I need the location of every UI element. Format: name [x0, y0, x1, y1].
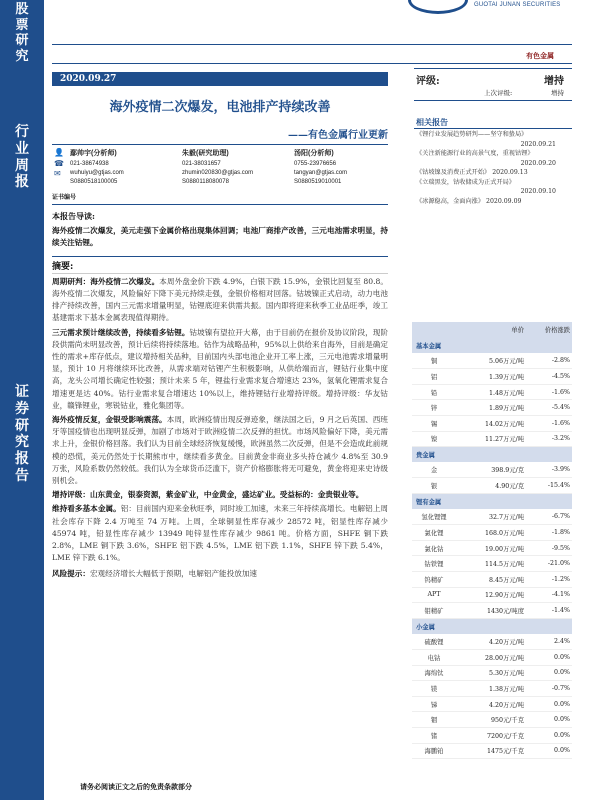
price-cell: 1.89万元/吨: [456, 400, 526, 416]
price-cell: 5.30万元/吨: [456, 665, 526, 681]
previous-rating-label: 上次评级:: [484, 89, 513, 97]
related-reports-head: 相关报告: [416, 117, 448, 127]
table-group-label: 贵金属: [412, 447, 572, 463]
metal-name-cell: 钨精矿: [412, 572, 456, 588]
risk-text: 宏观经济增长大幅低于预期，电解铝产能投放加速: [89, 569, 258, 579]
metal-name-cell: 镍: [412, 431, 456, 447]
rail-label-bottom: 证 券 研 究 报 告: [15, 384, 29, 484]
table-row: [412, 587, 572, 603]
change-cell: -3.2%: [526, 431, 572, 447]
related-report[interactable]: [416, 178, 574, 197]
related-report[interactable]: [416, 197, 574, 207]
analyst-card: [52, 148, 162, 188]
rating-divider: [414, 100, 572, 101]
related-report-date: 2020.09.21: [520, 140, 556, 148]
analyst-card: [276, 148, 386, 188]
previous-rating-value: 增持: [551, 89, 564, 97]
metal-name-cell: APT: [412, 587, 456, 603]
table-row: [412, 431, 572, 447]
date-bar: [52, 72, 388, 86]
analyst-phone: 021-38031657: [182, 161, 221, 167]
rail-label-middle: 行 业 周 报: [15, 124, 29, 191]
change-cell: -5.4%: [526, 400, 572, 416]
paragraph-text: 本周，欧洲疫情出现反弹迹象，继法国之后，9 月之后英国、西班牙等国疫情也出现明显反弹，加剧了市场对于欧洲疫情二次反弹的担忧。市场风险偏好下降，美元需求上升，金银价格回落。我们认为目前全球经济恢复缓慢，欧洲虽然二次反弹，但是不会造成此前规模的恐慌，美元仍然处于长期熊市中，继续看多黄金。目前黄金非商业多头持仓减少 4.8%至 30.9 万张，风险系数仍然较低。我们认为全球货币泛滥下，资产价格膨胀将无可避免，黄金将迎来史诗级别机会。: [52, 415, 388, 486]
related-report[interactable]: [416, 168, 574, 178]
price-cell: 1.39万元/吨: [456, 369, 526, 385]
analyst-cert: S0880518100005: [70, 179, 118, 185]
change-cell: -21.0%: [526, 556, 572, 572]
table-header-row: [412, 322, 572, 338]
guide-text: 海外疫情二次爆发，美元走强下金属价格出现集体回调；电池厂商排产改善，三元电池需求明显，持续关注钴锂。: [52, 226, 388, 248]
paragraph-text: 山东黄金，银泰资源，紫金矿业，中金黄金，盛达矿业。受益标的：金贵银业等。: [89, 490, 364, 500]
paragraph-lead: 三元需求预计继续改善，持续看多钴锂。: [52, 327, 190, 337]
change-cell: -6.7%: [526, 509, 572, 525]
change-cell: -1.8%: [526, 525, 572, 541]
paragraph-lead: 增持评级：: [52, 490, 90, 500]
table-group-label: 锂有金属: [412, 494, 572, 510]
table-header-cell: [412, 322, 456, 338]
header-divider-2: [52, 63, 572, 64]
metal-name-cell: 锌: [412, 400, 456, 416]
price-cell: 168.0万元/吨: [456, 525, 526, 541]
table-group-label: 基本金属: [412, 338, 572, 354]
related-report[interactable]: [416, 130, 574, 149]
metal-name-cell: 镁: [412, 681, 456, 697]
table-row: [412, 572, 572, 588]
paragraph-text: 本周外盘金价下跌 4.9%，白银下跌 15.9%，金银比回复至 80.8。海外疫情二次爆发，风险偏好下降下美元持续走强，金银价格相对回落。钴坡镍正式启动，动力电池排产持续改善，国内三元需求增量明显，钴锂底迎来供需共振。国内即将迎来秋季工业品旺季，竣工基建需求下基本金属表现值得期待。: [52, 276, 388, 323]
table-row: [412, 712, 572, 728]
rail-label-top: 股 票 研 究: [15, 2, 29, 64]
metal-price-table: [412, 322, 572, 759]
change-cell: 0.0%: [526, 712, 572, 728]
price-cell: 14.02万元/吨: [456, 416, 526, 432]
table-row: [412, 462, 572, 478]
analyst-name: 朱毅(研究助理): [182, 150, 229, 157]
metal-name-cell: 铝: [412, 369, 456, 385]
price-cell: 1.48万元/吨: [456, 384, 526, 400]
report-title: 海外疫情二次爆发，电池排产持续改善: [109, 100, 331, 115]
change-cell: 0.0%: [526, 665, 572, 681]
paragraph: [52, 327, 388, 412]
metal-name-cell: 电钴: [412, 649, 456, 665]
related-report-date: 2020.09.10: [520, 188, 556, 195]
analyst-name: 汤阳(分析师): [294, 150, 334, 157]
analyst-phone: 0755-23976656: [294, 161, 337, 167]
table-row: [412, 743, 572, 759]
analyst-email[interactable]: zhumin020830@gtjas.com: [182, 170, 254, 176]
paragraph-text: 钴坡镍有望拉开大幕，由于目前仍在报价及协议阶段，现阶段供需尚未明显改善，预计后续将持续落地。钴作为战略品种，95%以上供给来自海外，目前是确定性的需求+库存低点，建议增持相关品种，目前国内头部电池企业开工率上涨，三元电池需求增量明显，预计 10 月将继续环比改善，从需求端对钴锂产生积极影响，从供给端而言，锂钴行业集中度高，龙头公司增长确定性较强；预计未来 5 年，锂盐行业需求复合增速达 23%，氢氧化锂需求复合增速更是达 40%。钴行业需求复合增速达 10%以上，维持锂钴行业增持评级。增持评级：华友钴业，赣锋锂业，寒锐钴业，雅化集团等。: [52, 327, 389, 410]
change-cell: -1.6%: [526, 416, 572, 432]
change-cell: -4.5%: [526, 369, 572, 385]
rating-divider: [414, 68, 572, 69]
person-icon: 👤: [54, 148, 64, 157]
related-report-title[interactable]: 《冰源稳高，金面向涨》: [416, 197, 485, 205]
change-cell: 0.0%: [526, 649, 572, 665]
guide-box: [52, 210, 388, 257]
change-cell: -0.7%: [526, 681, 572, 697]
paragraph-lead: 海外疫情反复，金银受影响震荡。: [52, 415, 167, 425]
analyst-divider: [52, 204, 388, 205]
table-row: [412, 509, 572, 525]
related-report-date: 2020.09.13: [492, 169, 528, 176]
price-cell: 1.38万元/吨: [456, 681, 526, 697]
price-cell: 11.27万元/吨: [456, 431, 526, 447]
price-cell: 12.90万元/吨: [456, 587, 526, 603]
change-cell: 0.0%: [526, 727, 572, 743]
change-cell: -2.8%: [526, 353, 572, 369]
metal-name-cell: 海绵钛: [412, 665, 456, 681]
metal-name-cell: 硫酸锂: [412, 634, 456, 650]
analyst-name: 鄢帅宇(分析师): [70, 150, 117, 157]
analyst-block: [52, 148, 388, 204]
related-report-title[interactable]: 《锂行业发展趋势研判——坚守和蛰局》: [416, 131, 528, 138]
change-cell: 0.0%: [526, 743, 572, 759]
table-row: [412, 525, 572, 541]
metal-name-cell: 钼精矿: [412, 603, 456, 619]
industry-tag: 有色金属: [526, 51, 554, 60]
price-cell: 4.20万元/吨: [456, 634, 526, 650]
guide-head: 本报告导读:: [52, 211, 95, 221]
price-cell: 1430元/吨度: [456, 603, 526, 619]
change-cell: 2.4%: [526, 634, 572, 650]
metal-name-cell: 铅: [412, 384, 456, 400]
metal-name-cell: 氢化锂锂: [412, 509, 456, 525]
price-cell: 114.5万元/吨: [456, 556, 526, 572]
table-header-cell: 价格涨跌: [526, 322, 572, 338]
change-cell: -3.9%: [526, 462, 572, 478]
phone-icon: ☎: [54, 159, 64, 168]
metal-name-cell: 银: [412, 478, 456, 494]
table-row: [412, 540, 572, 556]
logo-text: GUOTAI JUNAN SECURITIES: [474, 2, 561, 8]
paragraph: [52, 489, 388, 501]
report-subtitle: ——有色金属行业更新: [288, 130, 388, 141]
mail-icon: ✉: [54, 169, 61, 178]
change-cell: -1.6%: [526, 384, 572, 400]
metal-name-cell: 金: [412, 462, 456, 478]
table-row: [412, 696, 572, 712]
price-cell: 28.00万元/吨: [456, 649, 526, 665]
metal-name-cell: 锡: [412, 416, 456, 432]
table-group-row: [412, 338, 572, 354]
price-cell: 5.06万元/吨: [456, 353, 526, 369]
table-group-row: [412, 618, 572, 634]
table-row: [412, 400, 572, 416]
analyst-cert: S0880519010001: [294, 179, 342, 185]
analyst-card: [164, 148, 274, 188]
related-report-date: 2020.09.20: [520, 159, 556, 167]
metal-name-cell: 钴铁锂: [412, 556, 456, 572]
related-report-date: 2020.09.09: [486, 197, 522, 205]
analyst-phone: 021-38674938: [70, 161, 109, 167]
paragraph: [52, 414, 388, 487]
table-row: [412, 603, 572, 619]
related-report-title[interactable]: 《钴坡镍及消费正式开始》: [416, 169, 491, 176]
analyst-cert: S0880118080078: [182, 179, 229, 185]
change-cell: 0.0%: [526, 696, 572, 712]
table-group-row: [412, 447, 572, 463]
price-cell: 950元/千克: [456, 712, 526, 728]
risk-note: [52, 568, 388, 580]
analyst-email[interactable]: tangyan@gtjas.com: [294, 170, 348, 176]
related-reports-list: [416, 130, 574, 206]
paragraph-lead: 维持看多基本金属。: [52, 504, 121, 514]
title-divider: [52, 144, 388, 145]
price-cell: 4.20万元/吨: [456, 696, 526, 712]
table-row: [412, 353, 572, 369]
table-header-cell: 单价: [456, 322, 526, 338]
price-cell: 7200元/千克: [456, 727, 526, 743]
table-row: [412, 665, 572, 681]
table-row: [412, 478, 572, 494]
report-body: [52, 210, 388, 583]
report-date: 2020.09.27: [60, 74, 117, 84]
metal-name-cell: 海鹏铂: [412, 743, 456, 759]
related-divider: [414, 128, 572, 129]
metal-name-cell: 氯化锂: [412, 525, 456, 541]
metal-name-cell: 锗: [412, 727, 456, 743]
metal-name-cell: 铟: [412, 712, 456, 728]
change-cell: -4.1%: [526, 587, 572, 603]
related-report-title[interactable]: 《关注新能源行业的高景气度，重视钴锂》: [416, 150, 534, 157]
abstract-head: 摘要:: [52, 261, 388, 274]
header-divider: [52, 44, 572, 45]
change-cell: -9.5%: [526, 540, 572, 556]
related-report-title[interactable]: 《立瑞黑发，钴收储成为正式开局》: [416, 178, 515, 186]
table-row: [412, 681, 572, 697]
change-cell: -15.4%: [526, 478, 572, 494]
rating-label: 评级:: [416, 76, 440, 87]
table-row: [412, 369, 572, 385]
change-cell: -1.4%: [526, 603, 572, 619]
paragraph: [52, 276, 388, 325]
metal-name-cell: 铜: [412, 353, 456, 369]
rating-row: [416, 72, 572, 87]
price-cell: 1475元/千克: [456, 743, 526, 759]
metal-name-cell: 锑: [412, 696, 456, 712]
left-rail: [0, 0, 44, 800]
paragraph-text: 铝：目前国内迎来金秋旺季，同时竣工加速，未来三年持续高增长。电解铝上周社会库存下降 2.4 万吨至 74 万吨。上周，全球铜显性库存减少 28572 吨，铝显性库存减少 45974 吨，铅显性库存减少 13949 吨锌显性库存减少 9861 吨。价格方面，SHFE 铜下跌 2.8%，LME 铜下跌 3.6%，SHFE 铝下跌 4.5%，LME 铝下跌 1.1%，SHFE 锌下跌 5.4%，LME 锌下跌 6.1%。: [52, 504, 389, 563]
price-cell: 8.45万元/吨: [456, 572, 526, 588]
metal-name-cell: 氯化钴: [412, 540, 456, 556]
analyst-email[interactable]: wuhuiyu@gtjas.com: [70, 170, 124, 176]
risk-lead: 风险提示：: [52, 569, 90, 579]
price-cell: 398.9元/克: [456, 462, 526, 478]
change-cell: -1.2%: [526, 572, 572, 588]
price-cell: 32.7万元/吨: [456, 509, 526, 525]
paragraph: [52, 503, 388, 564]
table-row: [412, 634, 572, 650]
table-group-label: 小金属: [412, 618, 572, 634]
table-row: [412, 416, 572, 432]
related-report[interactable]: [416, 149, 574, 168]
rating-value: 增持: [544, 76, 564, 87]
price-cell: 4.90元/克: [456, 478, 526, 494]
table-row: [412, 727, 572, 743]
table-group-row: [412, 494, 572, 510]
paragraph-lead: 周期研判：海外疫情二次爆发。: [52, 276, 160, 286]
table-row: [412, 649, 572, 665]
logo-icon: [408, 0, 468, 14]
cert-label: 证书编号: [52, 195, 77, 201]
footer-disclaimer: 请务必阅读正文之后的免责条款部分: [80, 782, 192, 791]
table-row: [412, 556, 572, 572]
price-cell: 19.00万元/吨: [456, 540, 526, 556]
table-row: [412, 384, 572, 400]
